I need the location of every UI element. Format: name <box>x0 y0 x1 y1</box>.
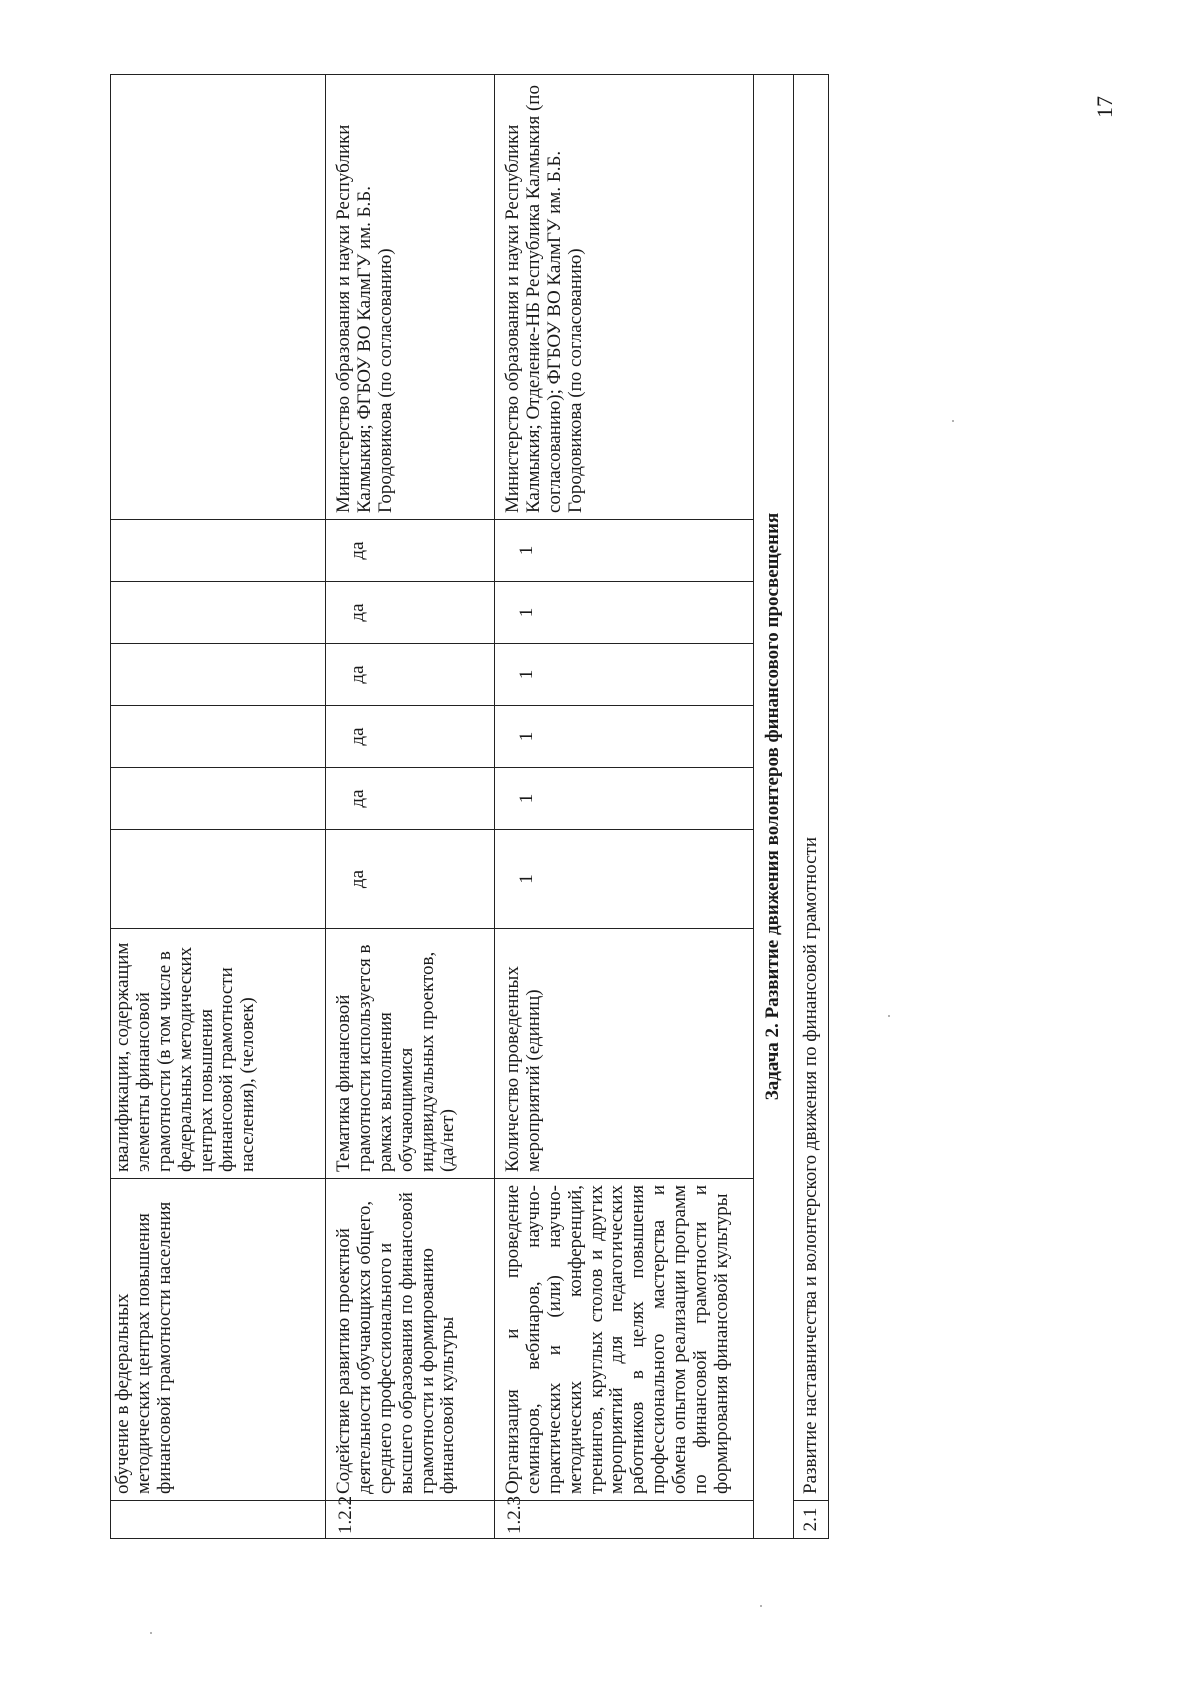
value-cell: 1 <box>495 830 754 929</box>
activity-cell: Организация и проведение семинаров, вебинаров, научно-практических и (или) научно-методических конференций, тренингов, круглых столов и других мероприятий для педагогических работников в целях повышения профессионального мастерства и обмена опытом реализации программ по финансовой грамотности и формирования финансовой культуры <box>495 1179 754 1501</box>
value-cell <box>111 520 326 582</box>
scan-speck <box>150 1632 152 1634</box>
subsection-row <box>794 75 829 1539</box>
task-heading-row <box>754 75 794 1539</box>
subsection-number: 2.1 <box>794 1501 829 1539</box>
activity-cell: Содействие развитию проектной деятельности обучающихся общего, среднего профессионального и высшего образования по финансовой грамотности и формированию финансовой культуры <box>326 1179 495 1501</box>
scan-speck <box>888 1015 890 1017</box>
value-cell: 1 <box>495 644 754 706</box>
value-cell: да <box>326 830 495 929</box>
scan-speck <box>952 420 954 422</box>
value-cell: да <box>326 520 495 582</box>
indicator-cell: квалификации, содержащим элементы финансовой грамотности (в том числе в федеральных методических центрах повышения финансовой грамотности населения), (человек) <box>111 929 326 1179</box>
rotated-landscape-page <box>110 75 884 1539</box>
executors-cell: Министерство образования и науки Республики Калмыкия; Отделение-НБ Республика Калмыкия (по согласованию); ФГБОУ ВО КалмГУ им. Б.Б. Городовикова (по согласованию) <box>495 75 754 520</box>
value-cell <box>111 706 326 768</box>
subsection-title: Развитие наставничества и волонтерского движения по финансовой грамотности <box>794 75 829 1501</box>
indicator-cell: Количество проведенных мероприятий (единиц) <box>495 929 754 1179</box>
value-cell: 1 <box>495 582 754 644</box>
value-cell: да <box>326 582 495 644</box>
value-cell <box>111 582 326 644</box>
activity-cell: обучение в федеральных методических центрах повышения финансовой грамотности населения <box>111 1179 326 1501</box>
scan-speck <box>760 1605 762 1607</box>
value-cell: 1 <box>495 706 754 768</box>
table-row <box>326 75 495 1539</box>
table-row <box>495 75 754 1539</box>
value-cell <box>111 644 326 706</box>
value-cell <box>111 768 326 830</box>
value-cell: да <box>326 706 495 768</box>
task-heading: Задача 2. Развитие движения волонтеров финансового просвещения <box>754 75 794 1539</box>
plan-table <box>110 74 829 1539</box>
value-cell: 1 <box>495 520 754 582</box>
executors-cell: Министерство образования и науки Республики Калмыкия; ФГБОУ ВО КалмГУ им. Б.Б. Городовикова (по согласованию) <box>326 75 495 520</box>
table-row <box>111 75 326 1539</box>
executors-cell <box>111 75 326 520</box>
page-number: 17 <box>1092 96 1117 118</box>
row-number: 1.2.3 <box>495 1501 754 1539</box>
value-cell: 1 <box>495 768 754 830</box>
row-number <box>111 1501 326 1539</box>
value-cell <box>111 830 326 929</box>
value-cell: да <box>326 644 495 706</box>
value-cell: да <box>326 768 495 830</box>
indicator-cell: Тематика финансовой грамотности используется в рамках выполнения обучающимися индивидуальных проектов, (да/нет) <box>326 929 495 1179</box>
row-number: 1.2.2 <box>326 1501 495 1539</box>
rotated-table-container <box>110 75 884 1539</box>
